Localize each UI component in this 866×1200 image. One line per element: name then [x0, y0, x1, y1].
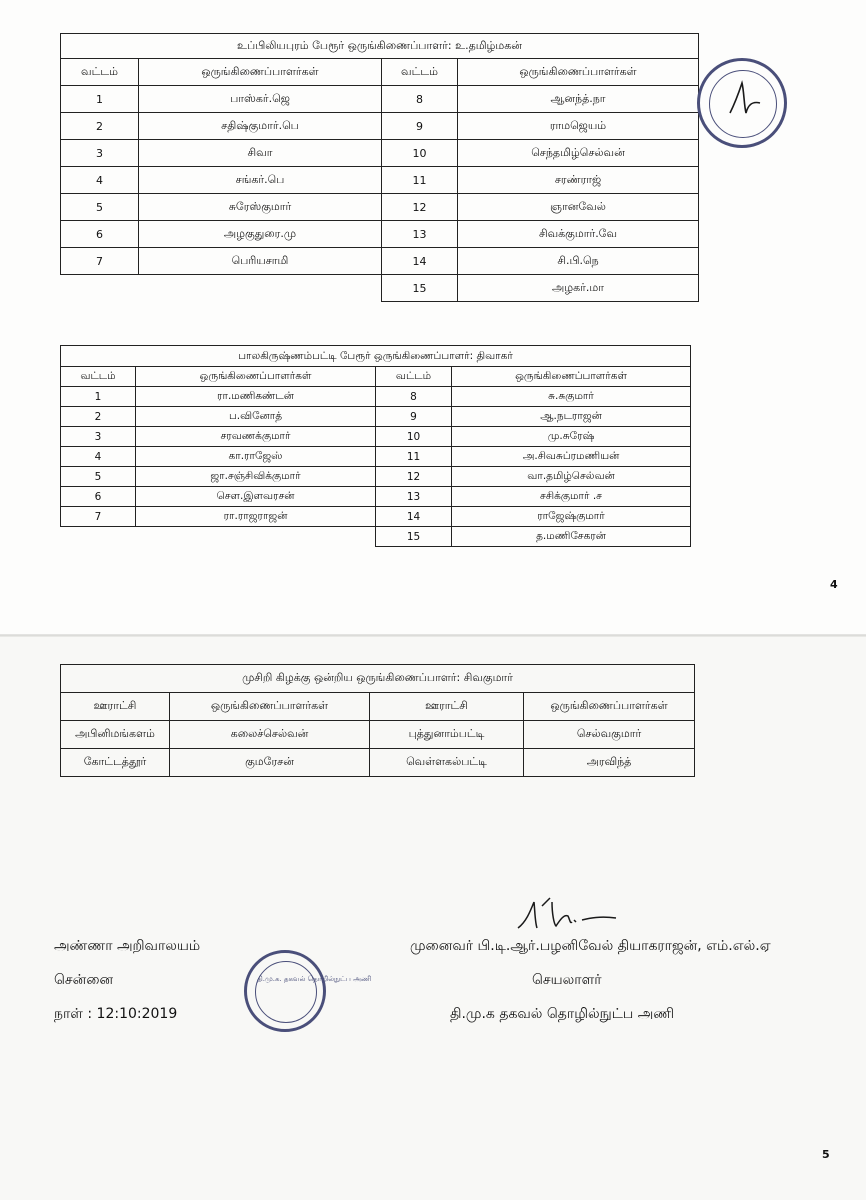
table-cell: 2 [61, 113, 139, 140]
table-cell: சதிஷ்குமார்.பெ [139, 113, 382, 140]
table-cell: 13 [382, 221, 458, 248]
column-header: வட்டம் [61, 59, 139, 86]
table-cell: கலைச்செல்வன் [170, 721, 370, 749]
party-seal-top [697, 58, 787, 148]
table-cell: சுரேஸ்குமார் [139, 194, 382, 221]
table-cell: 7 [61, 507, 136, 527]
signature-icon [508, 892, 628, 936]
signature-icon [700, 61, 784, 145]
empty-cell [136, 527, 376, 547]
table-cell: ஞானவேல் [458, 194, 699, 221]
table-cell: 12 [382, 194, 458, 221]
signatory-designation: செயலாளர் [532, 972, 602, 988]
table-cell: ஆ.நடராஜன் [452, 407, 691, 427]
table-cell: 11 [382, 167, 458, 194]
table-cell: செந்தமிழ்செல்வன் [458, 140, 699, 167]
table-cell: 13 [376, 487, 452, 507]
table-cell: ஆனந்த்.நா [458, 86, 699, 113]
table-cell: பாஸ்கர்.ஜெ [139, 86, 382, 113]
table-cell: சு.சுகுமார் [452, 387, 691, 407]
table-cell: 5 [61, 194, 139, 221]
column-header: ஒருங்கிணைப்பாளர்கள் [452, 367, 691, 387]
table-cell: 6 [61, 221, 139, 248]
table-cell: அழகுதுரை.மு [139, 221, 382, 248]
table-cell: 4 [61, 167, 139, 194]
table-row [61, 447, 691, 467]
column-header: ஒருங்கிணைப்பாளர்கள் [458, 59, 699, 86]
table-cell: 11 [376, 447, 452, 467]
empty-cell [61, 275, 139, 302]
table-cell: மு.சுரேஷ் [452, 427, 691, 447]
balakrishnampatti-table [60, 345, 691, 547]
table-cell: அழகர்.மா [458, 275, 699, 302]
table-cell: 3 [61, 427, 136, 447]
table-cell: 6 [61, 487, 136, 507]
table-row [61, 167, 699, 194]
table-cell: கா.ராஜேஸ் [136, 447, 376, 467]
seal-text: தி.மு.க. தகவல் தொழில்நுட்ப அணி [257, 975, 372, 983]
office-city: சென்னை [54, 972, 114, 988]
table-cell: 15 [376, 527, 452, 547]
table-header-row [61, 59, 699, 86]
table-cell: வெள்ளகல்பட்டி [370, 749, 524, 777]
table-cell: 10 [376, 427, 452, 447]
office-name: அண்ணா அறிவாலயம் [54, 938, 201, 954]
empty-cell [139, 275, 382, 302]
table-title: முசிறி கிழக்கு ஒன்றிய ஒருங்கிணைப்பாளர்: சிவகுமார் [61, 665, 695, 693]
table-cell: 12 [376, 467, 452, 487]
table-cell: 8 [382, 86, 458, 113]
table-cell: குமரேசன் [170, 749, 370, 777]
table-cell: 7 [61, 248, 139, 275]
uppiliyapuram-table [60, 33, 699, 302]
table-cell: சரவணக்குமார் [136, 427, 376, 447]
table-cell: 1 [61, 86, 139, 113]
table-row [61, 527, 691, 547]
table-cell: 1 [61, 387, 136, 407]
table-row [61, 140, 699, 167]
table-cell: சௌ.இளவரசன் [136, 487, 376, 507]
table-row [61, 487, 691, 507]
table-cell: சங்கர்.பெ [139, 167, 382, 194]
table-header-row [61, 693, 695, 721]
table-cell: ப.வினோத் [136, 407, 376, 427]
table-cell: ரா.ராஜராஜன் [136, 507, 376, 527]
table-row [61, 467, 691, 487]
table-cell: த.மணிசேகரன் [452, 527, 691, 547]
table-cell: சிவா [139, 140, 382, 167]
table-cell: ராமஜெயம் [458, 113, 699, 140]
table-cell: 3 [61, 140, 139, 167]
table-cell: அபினிமங்களம் [61, 721, 170, 749]
table-cell: அரவிந்த் [524, 749, 695, 777]
document-date: நாள் : 12:10:2019 [54, 1006, 178, 1022]
table-row [61, 749, 695, 777]
page-break [0, 634, 866, 637]
table-title-row [61, 34, 699, 59]
empty-cell [61, 527, 136, 547]
table-row [61, 221, 699, 248]
table-row [61, 507, 691, 527]
table-cell: 5 [61, 467, 136, 487]
table-cell: கோட்டத்தூர் [61, 749, 170, 777]
table-cell: சரண்ராஜ் [458, 167, 699, 194]
table-row [61, 194, 699, 221]
table-cell: 9 [376, 407, 452, 427]
table-cell: 2 [61, 407, 136, 427]
table-row [61, 248, 699, 275]
table-cell: 10 [382, 140, 458, 167]
column-header: வட்டம் [61, 367, 136, 387]
column-header: ஒருங்கிணைப்பாளர்கள் [139, 59, 382, 86]
table-cell: ரா.மணிகண்டன் [136, 387, 376, 407]
table-row [61, 113, 699, 140]
column-header: வட்டம் [376, 367, 452, 387]
column-header: ஒருங்கிணைப்பாளர்கள் [170, 693, 370, 721]
table-header-row [61, 367, 691, 387]
column-header: ஊராட்சி [61, 693, 170, 721]
table-cell: 14 [382, 248, 458, 275]
table-row [61, 86, 699, 113]
table-cell: சிவக்குமார்.வே [458, 221, 699, 248]
table-cell: செல்வகுமார் [524, 721, 695, 749]
table-cell: வா.தமிழ்செல்வன் [452, 467, 691, 487]
table-cell: 4 [61, 447, 136, 467]
table-row [61, 407, 691, 427]
column-header: ஊராட்சி [370, 693, 524, 721]
table-cell: அ.சிவசுப்ரமணியன் [452, 447, 691, 467]
page-number: 5 [822, 1148, 830, 1161]
table-cell: புத்துனாம்பட்டி [370, 721, 524, 749]
table-cell: 15 [382, 275, 458, 302]
table-title-row [61, 346, 691, 367]
table-cell: பெரியசாமி [139, 248, 382, 275]
table-cell: ராஜேஷ்குமார் [452, 507, 691, 527]
page-number: 4 [830, 578, 838, 591]
table-cell: சி.பி.நெ [458, 248, 699, 275]
column-header: ஒருங்கிணைப்பாளர்கள் [524, 693, 695, 721]
table-row [61, 275, 699, 302]
table-cell: 9 [382, 113, 458, 140]
column-header: ஒருங்கிணைப்பாளர்கள் [136, 367, 376, 387]
table-row [61, 427, 691, 447]
table-title: உப்பிலியபுரம் பேரூர் ஒருங்கிணைப்பாளர்: உ.தமிழ்மகன் [61, 34, 699, 59]
column-header: வட்டம் [382, 59, 458, 86]
table-cell: 8 [376, 387, 452, 407]
table-row [61, 721, 695, 749]
party-seal-bottom [244, 950, 372, 1032]
table-title: பாலகிருஷ்ணம்பட்டி பேரூர் ஒருங்கிணைப்பாளர்: திவாகர் [61, 346, 691, 367]
signatory-name: முனைவர் பி.டி.ஆர்.பழனிவேல் தியாகராஜன், எம்.எல்.ஏ [410, 938, 771, 954]
musiri-east-table [60, 664, 695, 777]
signatory-wing: தி.மு.க தகவல் தொழில்நுட்ப அணி [450, 1006, 675, 1022]
table-row [61, 387, 691, 407]
table-cell: ஜா.சஞ்சிவிக்குமார் [136, 467, 376, 487]
table-cell: சசிக்குமார் .ச [452, 487, 691, 507]
table-title-row [61, 665, 695, 693]
table-cell: 14 [376, 507, 452, 527]
